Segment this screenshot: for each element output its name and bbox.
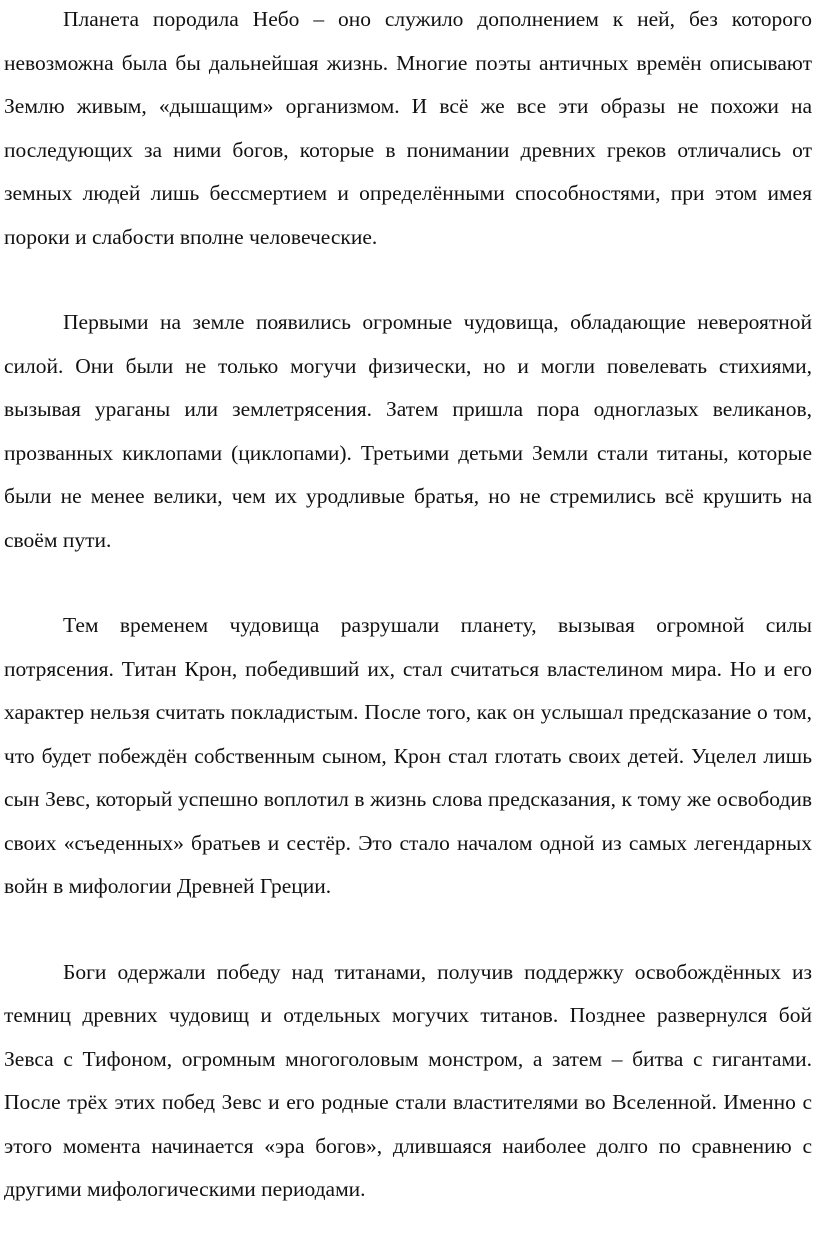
paragraph-4: Боги одержали победу над титанами, получив поддержку освобождённых из темниц древних чудовищ и отдельных могучих титанов. Позднее развернулся бой Зевса с Тифоном, огромным многоголовым монстром, а затем – битва с гигантами. После трёх этих побед Зевс и его родные стали властителями во Вселенной. Именно с этого момента начинается «эра богов», длившаяся наиболее долго по сравнению с другими мифологическими периодами.	[4, 959, 812, 1201]
paragraph-3: Тем временем чудовища разрушали планету, вызывая огромной силы потрясения. Титан Крон, победивший их, стал считаться властелином мира. Но и его характер нельзя считать покладистым. После того, как он услышал предсказание о том, что будет побеждён собственным сыном, Крон стал глотать своих детей. Уцелел лишь сын Зевс, который успешно воплотил в жизнь слова предсказания, к тому же освободив своих «съеденных» братьев и сестёр. Это стало началом одной из самых легендарных войн в мифологии Древней Греции.	[4, 613, 812, 898]
paragraph-1: Планета породила Небо – оно служило дополнением к ней, без которого невозможна была бы дальнейшая жизнь. Многие поэты античных времён описывают Землю живым, «дышащим» организмом. И всё же все эти образы не похожи на последующих за ними богов, которые в понимании древних греков отличались от земных людей лишь бессмертием и определёнными способностями, при этом имея пороки и слабости вполне человеческие.	[4, 7, 812, 249]
paragraph-2: Первыми на земле появились огромные чудовища, обладающие невероятной силой. Они были не только могучи физически, но и могли повелевать стихиями, вызывая ураганы или землетрясения. Затем пришла пора одноглазых великанов, прозванных киклопами (циклопами). Третьими детьми Земли стали титаны, которые были не менее велики, чем их уродливые братья, но не стремились всё крушить на своём пути.	[4, 310, 812, 552]
